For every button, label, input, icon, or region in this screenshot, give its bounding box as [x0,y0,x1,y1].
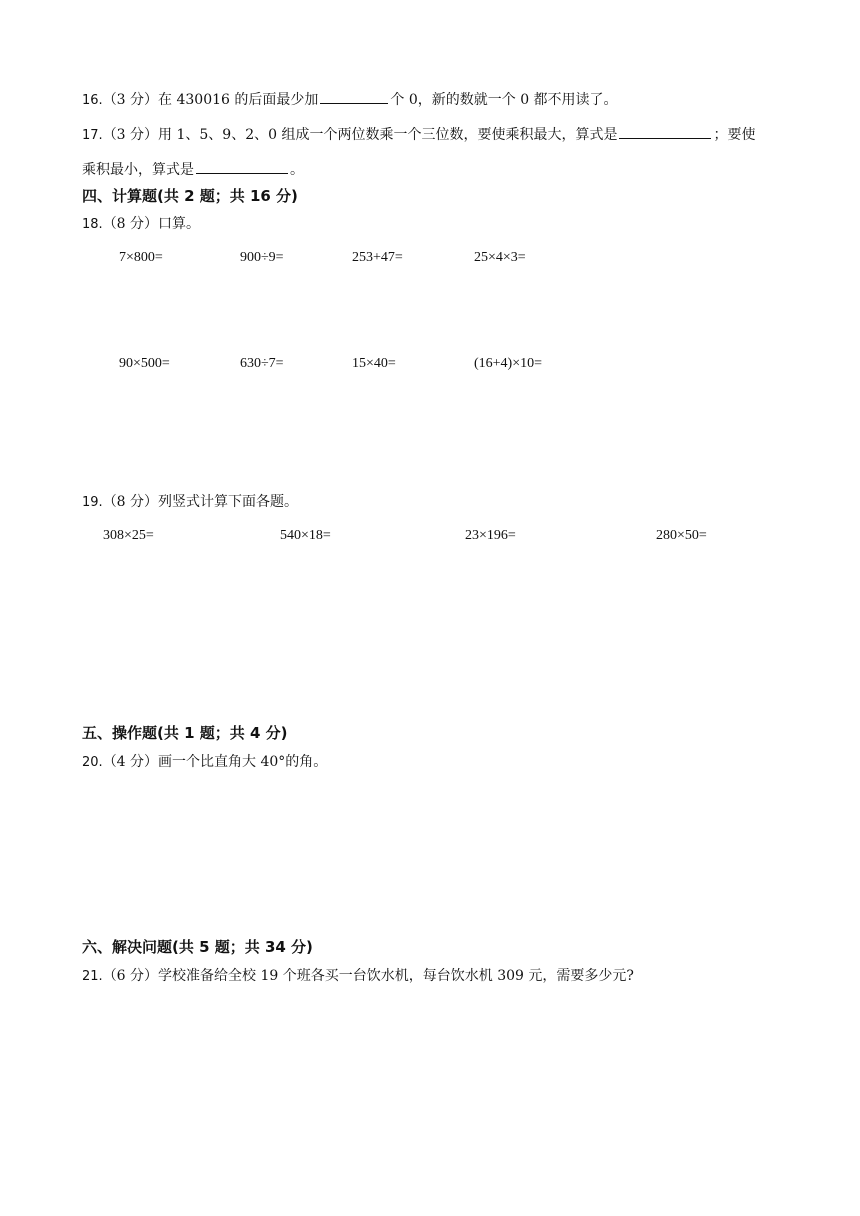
question-score: （8 分） [102,216,159,232]
question-number: 18. [82,217,103,232]
question-text: 列竖式计算下面各题。 [158,494,299,510]
question-18 [82,214,200,235]
question-score: （8 分） [102,494,159,510]
question-16 [82,89,618,111]
question-score: （3 分） [102,127,159,143]
question-text: 学校准备给全校 19 个班各买一台饮水机，每台饮水机 309 元，需要多少元? [158,968,634,984]
oral-expression: 900÷9= [240,250,284,265]
question-text: 个 0，新的数就一个 0 都不用读了。 [390,92,618,108]
section-heading: 四、计算题(共 2 题；共 16 分) [82,187,298,205]
question-score: （6 分） [102,968,159,984]
oral-expression: 90×500= [119,356,170,371]
question-number: 19. [82,495,103,510]
oral-expression: 25×4×3= [474,250,526,265]
question-17-line2 [82,159,304,180]
vertical-calc-expression: 280×50= [656,528,707,543]
answer-blank-max[interactable] [619,124,711,139]
question-text: 乘积最小，算式是 [82,162,194,178]
question-number: 20. [82,755,103,770]
answer-blank-min[interactable] [196,159,288,174]
question-20 [82,752,327,773]
question-21 [82,966,634,987]
vertical-calc-expression: 308×25= [103,528,154,543]
question-text: 口算。 [158,216,201,232]
question-text: ；要使 [713,127,756,143]
oral-expression: 15×40= [352,356,396,371]
question-number: 21. [82,969,103,984]
section-heading: 六、解决问题(共 5 题；共 34 分) [82,938,313,956]
question-score: （4 分） [102,754,159,770]
oral-expression: (16+4)×10= [474,356,543,371]
oral-expression: 7×800= [119,250,163,265]
answer-blank[interactable] [320,89,388,104]
section-heading: 五、操作题(共 1 题；共 4 分) [82,724,288,742]
question-19 [82,492,298,513]
question-17 [82,124,755,146]
oral-expression: 253+47= [352,250,403,265]
question-score: （3 分） [102,92,159,108]
vertical-calc-expression: 540×18= [280,528,331,543]
question-text: 画一个比直角大 40°的角。 [158,754,328,770]
vertical-calc-expression: 23×196= [465,528,516,543]
oral-expression: 630÷7= [240,356,284,371]
question-text: 在 430016 的后面最少加 [158,92,319,108]
question-number: 16. [82,93,103,108]
question-text: 。 [290,162,304,178]
question-number: 17. [82,128,103,143]
question-text: 用 1、5、9、2、0 组成一个两位数乘一个三位数，要使乘积最大，算式是 [158,127,618,143]
